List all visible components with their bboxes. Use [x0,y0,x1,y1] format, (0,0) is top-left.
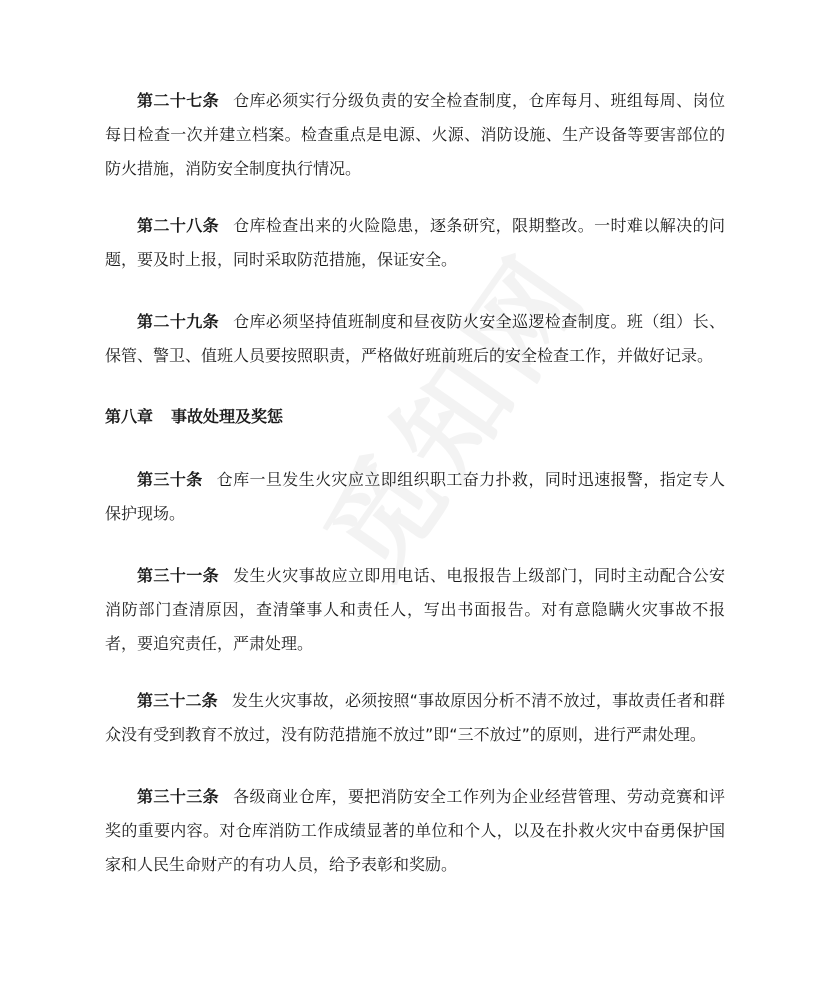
article-27 [105,84,725,186]
article-33 [105,780,725,882]
article-text: 发生火灾事故，必须按照“事故原因分析不清不放过，事故责任者和群众没有受到教育不放过，没有防范措施不放过”即“三不放过”的原则，进行严肃处理。 [105,691,725,744]
article-number: 第二十九条 [137,312,220,331]
chapter-heading [105,400,283,434]
article-number: 第三十条 [137,470,203,489]
article-number: 第三十一条 [137,566,220,585]
article-number: 第二十七条 [137,91,220,110]
article-32 [105,684,725,752]
article-number: 第二十八条 [137,216,220,235]
article-text: 仓库必须实行分级负责的安全检查制度，仓库每月、班组每周、岗位每日检查一次并建立档案。检查重点是电源、火源、消防设施、生产设备等要害部位的防火措施，消防安全制度执行情况。 [105,91,725,178]
article-text: 仓库必须坚持值班制度和昼夜防火安全巡逻检查制度。班（组）长、保管、警卫、值班人员要按照职责，严格做好班前班后的安全检查工作，并做好记录。 [105,312,725,365]
article-text: 各级商业仓库，要把消防安全工作列为企业经营管理、劳动竞赛和评奖的重要内容。对仓库消防工作成绩显著的单位和个人，以及在扑救火灾中奋勇保护国家和人民生命财产的有功人员，给予表彰和奖励。 [105,787,725,874]
article-text: 仓库检查出来的火险隐患，逐条研究，限期整改。一时难以解决的问题，要及时上报，同时采取防范措施，保证安全。 [105,216,725,269]
article-30 [105,463,725,531]
article-29 [105,305,725,373]
article-31 [105,559,725,661]
article-28 [105,209,725,277]
article-number: 第三十二条 [137,691,218,710]
chapter-title: 事故处理及奖惩 [171,407,284,426]
article-number: 第三十三条 [137,787,220,806]
chapter-number: 第八章 [105,407,154,426]
article-text: 发生火灾事故应立即用电话、电报报告上级部门，同时主动配合公安消防部门查清原因，查清肇事人和责任人，写出书面报告。对有意隐瞒火灾事故不报者，要追究责任，严肃处理。 [105,566,725,653]
article-text: 仓库一旦发生火灾应立即组织职工奋力扑救，同时迅速报警，指定专人保护现场。 [105,470,725,523]
